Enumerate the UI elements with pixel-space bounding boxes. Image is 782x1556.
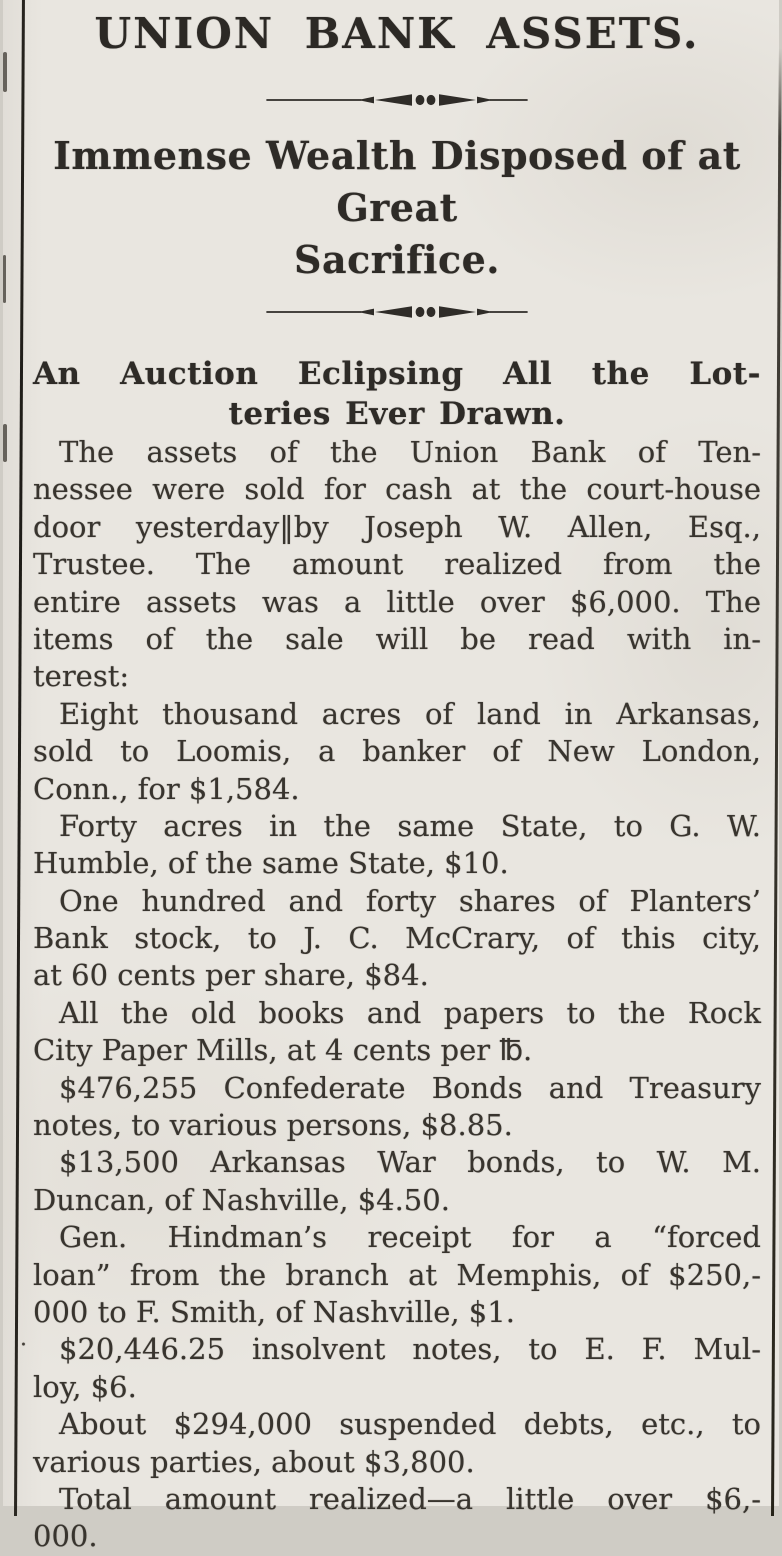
article-line: Bank stock, to J. C. McCrary, of this city, xyxy=(33,921,761,956)
deck-line-1: Immense Wealth Disposed of at Great xyxy=(53,133,741,230)
article-deck xyxy=(33,130,761,286)
column-rule-left xyxy=(14,0,25,1516)
article-line: notes, to various persons, $8.85. xyxy=(33,1108,513,1143)
scan-artifact xyxy=(3,424,7,462)
scan-artifact xyxy=(3,255,6,303)
article-line: entire assets was a little over $6,000. The xyxy=(33,584,761,619)
article-line: $476,255 Confederate Bonds and Treasury xyxy=(59,1070,761,1105)
article-line: Eight thousand acres of land in Arkansas, xyxy=(59,696,761,731)
article-line: 000 to F. Smith, of Nashville, $1. xyxy=(33,1294,515,1329)
deck-line-2: Sacrifice. xyxy=(294,237,500,282)
article-line: loy, $6. xyxy=(33,1369,137,1404)
subdeck-line-2: teries Ever Drawn. xyxy=(228,396,566,432)
article-column xyxy=(20,0,761,1556)
article-line: Humble, of the same State, $10. xyxy=(33,846,509,881)
article-line: Trustee. The amount realized from the xyxy=(33,547,761,582)
scan-artifact xyxy=(3,52,7,92)
article-line: items of the sale will be read with in- xyxy=(33,621,761,656)
article-line: nessee were sold for cash at the court-house xyxy=(33,472,761,507)
subdeck-line-1: An Auction Eclipsing All the Lot- xyxy=(33,356,761,392)
article-line: Conn., for $1,584. xyxy=(33,771,300,806)
article-line: various parties, about $3,800. xyxy=(33,1444,475,1479)
article-line: Forty acres in the same State, to G. W. xyxy=(59,808,761,843)
margin-mark-artifact: · xyxy=(20,1333,27,1358)
article-line: door yesterday‖by Joseph W. Allen, Esq., xyxy=(33,509,761,544)
article-line: One hundred and forty shares of Planters’ xyxy=(59,883,761,918)
article-line: sold to Loomis, a banker of New London, xyxy=(33,734,761,769)
column-rule-right xyxy=(771,48,782,1516)
newspaper-clipping xyxy=(3,0,779,1554)
article-line: About $294,000 suspended debts, etc., to xyxy=(59,1407,761,1442)
article-line: Gen. Hindman’s receipt for a “forced xyxy=(59,1220,761,1255)
article-subdeck xyxy=(33,354,761,434)
article-line: City Paper Mills, at 4 cents per ℔. xyxy=(33,1033,533,1068)
article-line: Duncan, of Nashville, $4.50. xyxy=(33,1182,450,1217)
divider-ornament-icon xyxy=(265,92,529,108)
article-line: All the old books and papers to the Rock xyxy=(59,995,761,1030)
article-headline: UNION BANK ASSETS. xyxy=(94,9,700,58)
article-line: $13,500 Arkansas War bonds, to W. M. xyxy=(59,1145,761,1180)
article-line: The assets of the Union Bank of Ten- xyxy=(59,435,761,469)
article-line: terest: xyxy=(33,659,130,694)
article-line: loan” from the branch at Memphis, of $250,- xyxy=(33,1257,761,1292)
article-line: Total amount realized—a little over $6,- xyxy=(59,1481,761,1516)
article-line: at 60 cents per share, $84. xyxy=(33,958,429,993)
article-body xyxy=(20,434,761,1556)
article-line: $20,446.25 insolvent notes, to E. F. Mul- xyxy=(59,1332,761,1367)
divider-ornament-icon xyxy=(265,304,529,320)
article-line: 000. xyxy=(33,1519,98,1554)
